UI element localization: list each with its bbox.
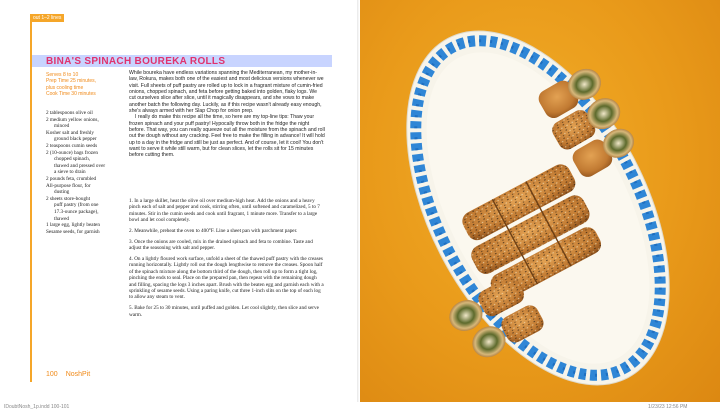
- page-number: 100: [46, 371, 58, 378]
- prep-time: Prep Time 25 minutes,: [46, 78, 97, 85]
- intro-paragraph: I really do make this recipe all the time, so here are my top-line tips: Thaw your frozen spinach and your puff pastry! Hypocally throw both in the fridge the night before. That way, you can really squeeze out all the moisture from the spinach and roll out the dough without any cracking. Feel free to make the filling in advance! It will hold up to a day in the fridge and still be just as perfect. And of course, let it cool! You don't want to serve it while still warm, but for clean slices, let the rolls sit for 15 minutes before cutting them.: [129, 114, 325, 159]
- photo-page: [360, 0, 720, 402]
- ingredient: 2 tablespoons olive oil: [46, 110, 93, 116]
- ingredient: 2 sheets store-bought: [46, 195, 91, 202]
- cook-time: Cook Time 30 minutes: [46, 90, 96, 97]
- intro-paragraph: While boureka have endless variations spanning the Mediterranean, my mother-in-law, Rokura, makes both one of the easiest and most delicious versions whenever we visit. Full sheets of puff pastry are rolled up to lock in a fragrant mixture of cumin-fried onions, chopped spinach, and feta before getting baked into golden, flaky logs. We cut ourselves slice after slice, until it magically disappears, and she vows to make another batch the following day. Luckily, as if this recipe wasn't already easy enough, she's always armed with her Slap Chop for onion prep.: [129, 70, 324, 115]
- ingredient: 2 (10-ounce) bags frozen: [46, 149, 98, 156]
- ingredient: 17.3-ounce package),: [54, 208, 99, 215]
- ingredient: dusting: [54, 189, 70, 196]
- ingredient: ground black pepper: [54, 136, 97, 143]
- ingredient: 2 teaspoons cumin seeds: [46, 142, 98, 149]
- step: 1. In a large skillet, heat the olive oil over medium-high heat. Add the onions and a heavy pinch each of salt and pepper and cook, stirring often, until softened and caramelized, 5 to 7 minutes. Stir in the cumin seeds and cook until fragrant, 1 minute more. Transfer to a large bowl and let cool completely.: [129, 198, 320, 224]
- ingredient: a sieve to drain: [54, 169, 86, 176]
- step: 4. On a lightly floured work surface, unfold a sheet of the thawed puff pastry with the creases running horizontally. Lightly roll out the dough lengthwise to remove the creases. Spoon half of the spinach mixture along the bottom third of the dough, then roll up to form a tight log, pinching the ends to seal. Place on the prepared pan, then repeat with the remaining dough and filling, spacing the logs 3 inches apart. Brush with the beaten egg and garnish each with a sprinkling of sesame seeds. Using a paring knife, cut three 1-inch slits on the top of each log to allow any steam to vent.: [129, 256, 324, 301]
- step: 5. Bake for 25 to 30 minutes, until puffed and golden. Let cool slightly, then slice and serve warm.: [129, 305, 319, 318]
- margin-rule: [30, 14, 32, 382]
- ingredient: All-purpose flour, for: [46, 182, 91, 189]
- ingredient: chopped spinach,: [54, 156, 91, 163]
- step: 2. Meanwhile, preheat the oven to 400°F. Line a sheet pan with parchment paper.: [129, 228, 298, 235]
- ingredient: 1 large egg, lightly beaten: [46, 222, 100, 229]
- ingredient: puff pastry (from one: [54, 202, 99, 209]
- ingredient-list: [46, 110, 118, 235]
- serves: Serves 8 to 10: [46, 72, 79, 78]
- slug-file: IDoubtNosh_1p.indd 100-101: [4, 404, 70, 410]
- prep-time-extra: plus cooling time: [46, 84, 84, 91]
- ingredient: 2 pounds feta, crumbled: [46, 175, 97, 182]
- slug-timestamp: 1/23/23 12:56 PM: [648, 404, 688, 410]
- ingredient: thawed and pressed over: [54, 162, 106, 169]
- boureka-photo: [360, 0, 720, 402]
- ingredient: minced: [54, 123, 70, 130]
- ingredient: Kosher salt and freshly: [46, 129, 94, 136]
- ingredient: thawed: [54, 215, 69, 222]
- print-slug: [0, 402, 720, 416]
- recipe-meta: [46, 72, 96, 97]
- ingredient: Sesame seeds, for garnish: [46, 228, 100, 235]
- running-head: NoshPit: [65, 371, 91, 378]
- ingredient: 2 medium yellow onions,: [46, 116, 99, 123]
- recipe-steps: [129, 198, 325, 322]
- recipe-intro: [129, 70, 325, 159]
- page-footer: [46, 371, 90, 378]
- chapter-tab: out 1–2 lines: [30, 14, 64, 22]
- recipe-title: BINA'S SPINACH BOUREKA ROLLS: [46, 56, 226, 67]
- step: 3. Once the onions are cooled, mix in the drained spinach and feta to combine. Taste and adjust the seasoning with salt and pepper.: [129, 238, 313, 252]
